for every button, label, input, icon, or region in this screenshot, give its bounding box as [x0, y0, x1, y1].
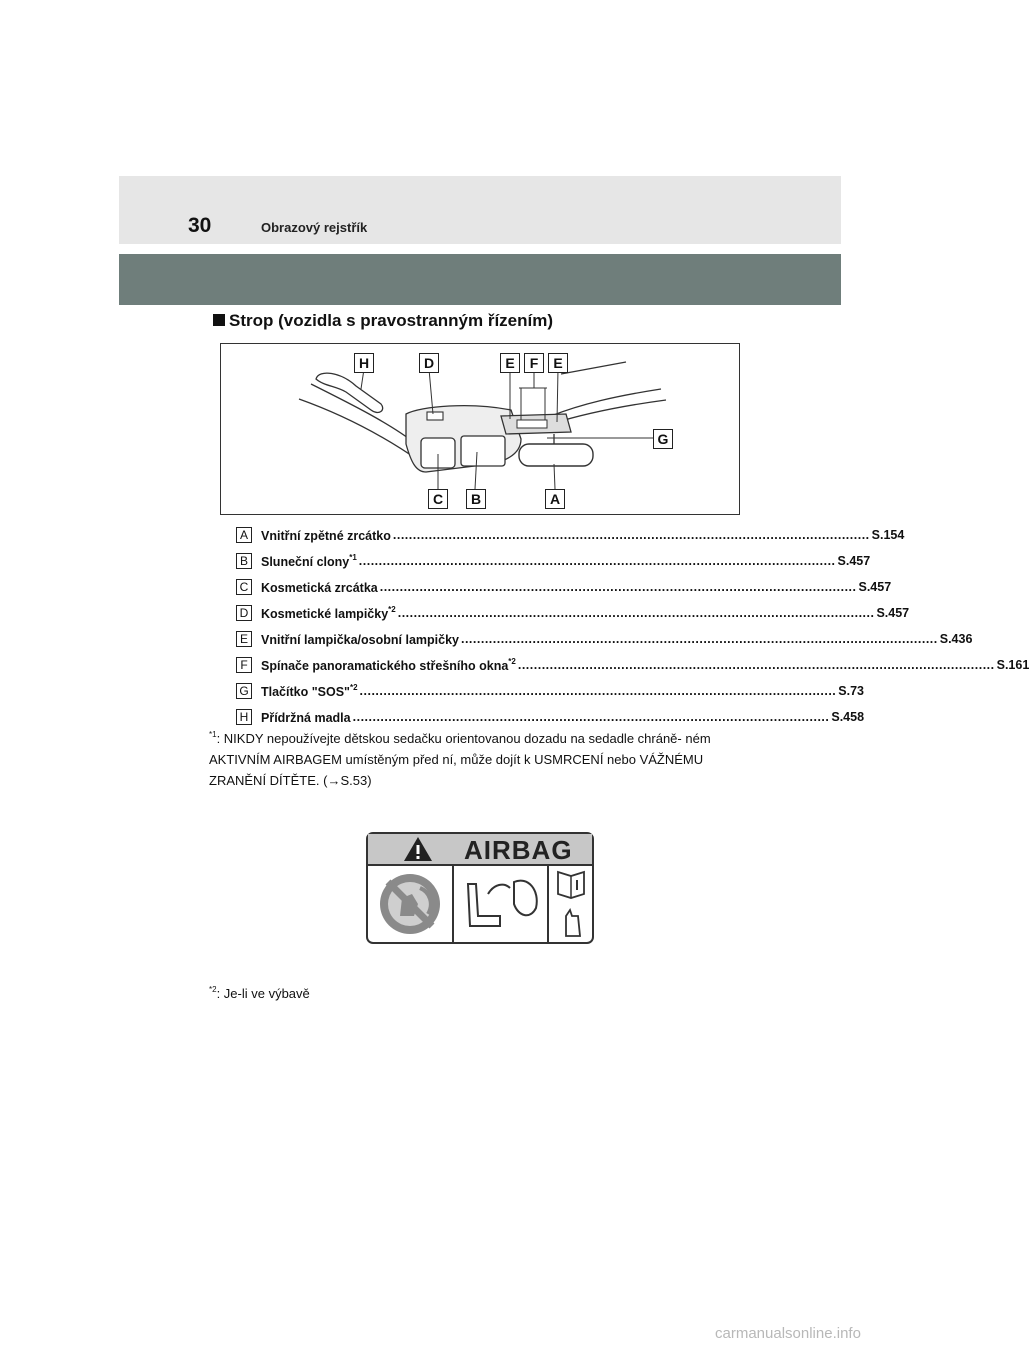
- header-bar: [119, 176, 841, 244]
- legend-item: [236, 548, 871, 574]
- legend-key: H: [236, 709, 252, 725]
- callout-c: C: [428, 489, 448, 509]
- ceiling-diagram: [220, 343, 740, 515]
- footnote-1: [209, 724, 745, 791]
- legend-item: [236, 522, 905, 548]
- legend-page-ref[interactable]: S.436: [939, 632, 973, 646]
- footnote-1-text: : NIKDY nepoužívejte dětskou sedačku orientovanou dozadu na sedadle chráně- ném AKTIVNÍM AIRBAGEM umístěným před ní, může dojít k USMRCENÍ nebo VÁŽNÉMU ZRANĚNÍ DÍTĚTE. (→S.53): [209, 731, 711, 788]
- legend-label: Tlačítko "SOS"$^{*2}$: [261, 683, 358, 699]
- legend-label: Vnitřní lampička/osobní lampičky: [261, 633, 459, 647]
- legend-key: D: [236, 605, 252, 621]
- leader-dots: ........................................................................................................................: [460, 632, 938, 646]
- legend-page-ref[interactable]: S.73: [838, 684, 864, 698]
- footnote-1-mark: *1: [209, 730, 217, 739]
- legend-label: Spínače panoramatického střešního okna$^{*2}$: [261, 657, 516, 673]
- section-title: [213, 311, 553, 331]
- legend-label: Kosmetická zrcátka: [261, 581, 378, 595]
- legend-label: Vnitřní zpětné zrcátko: [261, 529, 391, 543]
- legend-key: C: [236, 579, 252, 595]
- callout-d: D: [419, 353, 439, 373]
- legend-item: [236, 652, 1029, 678]
- callout-e-right: E: [548, 353, 568, 373]
- leader-dots: ........................................................................................................................: [352, 710, 830, 724]
- legend-page-ref[interactable]: S.457: [858, 580, 892, 594]
- warning-triangle-icon: [398, 834, 438, 864]
- callout-h: H: [354, 353, 374, 373]
- callout-f: F: [524, 353, 544, 373]
- callout-a: A: [545, 489, 565, 509]
- airbag-title: AIRBAG: [464, 835, 573, 865]
- legend-key: G: [236, 683, 252, 699]
- legend-item: [236, 678, 864, 704]
- legend-key: B: [236, 553, 252, 569]
- footnote-2-text: : Je-li ve výbavě: [216, 986, 310, 1001]
- leader-dots: ........................................................................................................................: [379, 580, 857, 594]
- legend-key: A: [236, 527, 252, 543]
- legend-label: Přídržná madla: [261, 711, 351, 725]
- legend-label: Sluneční clony$^{*1}$: [261, 553, 357, 569]
- legend-page-ref[interactable]: S.458: [831, 710, 865, 724]
- legend-page-ref[interactable]: S.154: [871, 528, 905, 542]
- leader-dots: ........................................................................................................................: [517, 658, 995, 672]
- leader-dots: ........................................................................................................................: [359, 684, 837, 698]
- legend-item: [236, 626, 973, 652]
- header-band: [119, 254, 841, 305]
- callout-b: B: [466, 489, 486, 509]
- airbag-pictograms: [368, 864, 596, 944]
- footnote-2: [209, 979, 310, 1004]
- legend-key: F: [236, 657, 252, 673]
- legend-page-ref[interactable]: S.457: [837, 554, 871, 568]
- header-title: Obrazový rejstřík: [261, 220, 368, 235]
- legend-page-ref[interactable]: S.457: [876, 606, 910, 620]
- legend-item: [236, 600, 910, 626]
- legend-list: [236, 522, 1029, 730]
- warning-label-header: [368, 834, 592, 866]
- legend-label: Kosmetické lampičky$^{*2}$: [261, 605, 396, 621]
- watermark: carmanualsonline.info: [715, 1325, 861, 1342]
- airbag-warning-label: [366, 832, 594, 944]
- legend-key: E: [236, 631, 252, 647]
- section-title-text: Strop (vozidla s pravostranným řízením): [229, 311, 554, 330]
- legend-item: [236, 574, 892, 600]
- leader-dots: ........................................................................................................................: [392, 528, 870, 542]
- square-bullet-icon: [213, 314, 225, 326]
- footnote-2-mark: *2: [209, 985, 217, 994]
- callout-e-left: E: [500, 353, 520, 373]
- legend-page-ref[interactable]: S.161: [996, 658, 1029, 672]
- leader-dots: ........................................................................................................................: [397, 606, 875, 620]
- page-number: 30: [188, 214, 212, 237]
- leader-dots: ........................................................................................................................: [358, 554, 836, 568]
- callout-g: G: [653, 429, 673, 449]
